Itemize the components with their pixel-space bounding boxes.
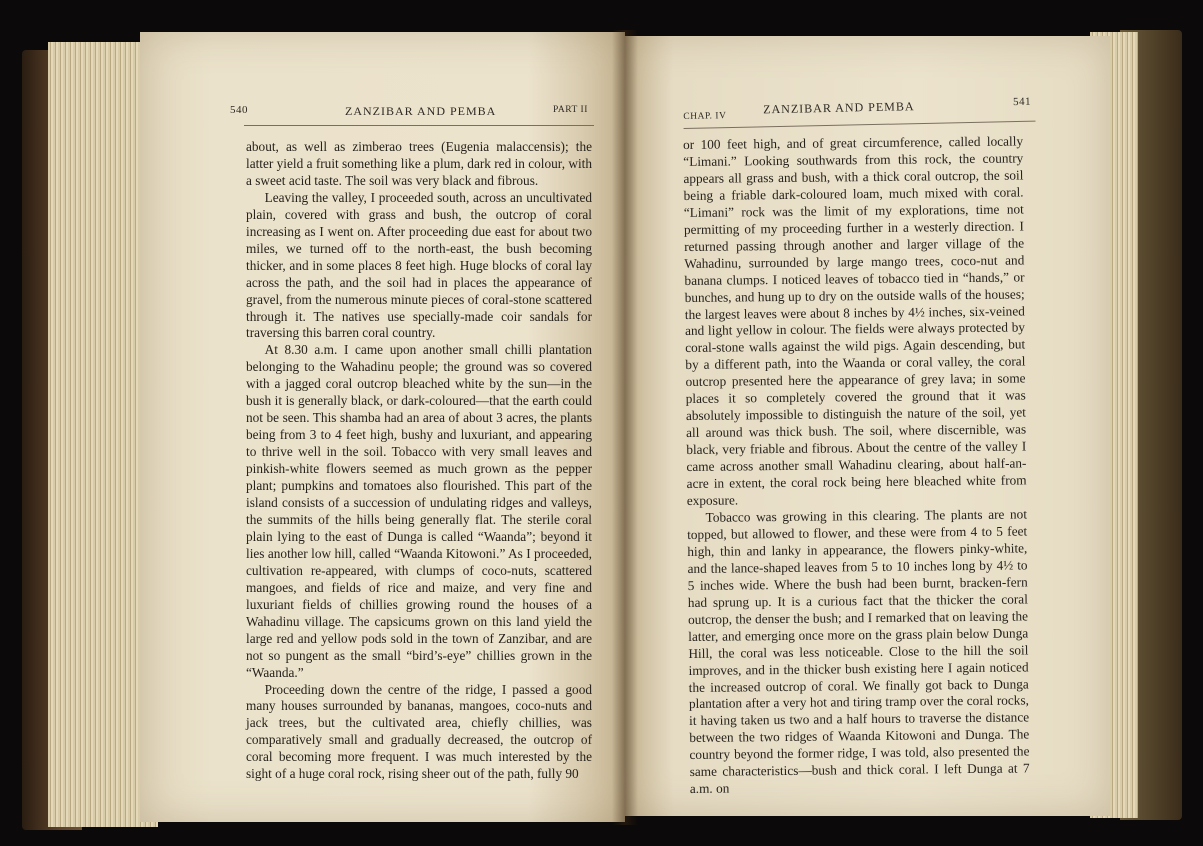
left-running-title: ZANZIBAR AND PEMBA — [345, 104, 497, 118]
left-page-number: 540 — [230, 104, 248, 116]
left-paragraph: about, as well as zimberao trees (Eugenia malaccensis); the latter yield a fruit something like a plum, dark red in colour, with a sweet acid taste. The soil was very black and fibrous. — [246, 139, 592, 188]
left-paragraph: At 8.30 a.m. I came upon another small chilli plantation belonging to the Wahadinu people; the ground was so covered with a jagged coral outcrop bleached white by the sun—in the bush it is generally black, or dark-coloured—that the earth could not be seen. This shamba had an area of about 3 acres, the plants being from 3 to 4 feet high, bushy and luxuriant, and appearing to thrive well in the soil. Tobacco with very small leaves and pinkish-white flowers seemed as much grown as the pepper plant; pumpkins and tomatoes also flourished. This part of the island consists of a succession of undulating ridges and valleys, the summits of the hills being generally flat. The sterile coral plain lying to the east of Dunga is called “Waanda”; beyond it lies another low hill, called “Waanda Kitowoni.” As I proceeded, cultivation re-appeared, with clumps of coco-nuts, scattered mangoes, and fields of rice and maize, and very fine and luxuriant fields of chillies growing round the houses of a Wahadinu village. The capsicums grown on this land yield the large red and yellow pods sold in the town of Zanzibar, and are not so pungent as the small “bird’s-eye” chillies grown in the “Waanda.” — [246, 342, 592, 680]
right-chapter-label: CHAP. IV — [683, 111, 727, 122]
right-paragraph: or 100 feet high, and of great circumference, called locally “Limani.” Looking southwards from this rock, the country appears all grass and bush, with a thick coral outcrop, the soil being a friable dark-coloured loam, much mixed with coral. “Limani” rock was the limit of my explorations, time not permitting of my proceeding further in a westerly direction. I returned passing through another and larger village of the Wahadinu, surrounded by large mango trees, coco-nut and banana clumps. I noticed leaves of tobacco tied in “hands,” or bunches, and hung up to dry on the outside walls of the houses; the largest leaves were about 8 inches by 4½ inches, six-veined and light yellow in colour. The fields were always protected by coral-stone walls against the wild pigs. Again descending, but by a different path, into the Waanda or coral valley, the coral outcrop presented here the appearance of grey lava; in some places it so completely covered the ground that it was absolutely impossible to distinguish the nature of the soil, yet all around was thick bush. The soil, where discernible, was black, very friable and fibrous. About the centre of the valley I came across another small Wahadinu clearing, about half-an-acre in extent, the coral rock being here bleached white from exposure. — [683, 133, 1027, 508]
left-header-rule — [244, 125, 594, 126]
right-body-text — [683, 133, 1030, 798]
left-paragraph: Leaving the valley, I proceeded south, across an uncultivated plain, covered with grass and bush, the outcrop of coral increasing as I went on. After proceeding due east for about two miles, we turned off to the north-east, the bush becoming thicker, and in some places 8 feet high. Huge blocks of coral lay across the path, and the soil had in places the appearance of gravel, from the numerous minute pieces of coral-stone scattered through it. The natives use specially-made coir sandals for traversing this barren coral country. — [246, 189, 592, 341]
left-body-text — [246, 139, 592, 783]
book-gutter — [612, 30, 638, 825]
right-running-title: ZANZIBAR AND PEMBA — [763, 99, 915, 117]
left-paragraph: Proceeding down the centre of the ridge, I passed a good many houses surrounded by bananas, mangoes, coco-nuts and jack trees, but the cultivated area, chiefly chillies, was comparatively small and gradually decreased, the outcrop of coral becoming more frequent. I was much interested by the sight of a huge coral rock, rising sheer out of the path, fully 90 — [246, 681, 592, 782]
right-page-number: 541 — [1012, 95, 1032, 109]
right-paragraph: Tobacco was growing in this clearing. The plants are not topped, but allowed to flower, and these were from 4 to 5 feet high, thin and lanky in appearance, the flowers pinky-white, and the lance-shaped leaves from 5 to 10 inches long by 4½ to 5 inches wide. Where the bush had been burnt, bracken-fern had sprung up. It is a curious fact that the thicker the coral outcrop, the denser the bush; and I remarked that on leaving the latter, and emerging once more on the grass plain below Dunga Hill, the coral was less noticeable. Close to the hill the soil improves, and in the thicker bush existing here I again noticed the increased outcrop of coral. We finally got back to Dunga plantation after a very hot and tiring tramp over the coral rocks, it having taken us two and a half hours to traverse the distance between the two ridges of Waanda Kitowoni and Dunga. The country beyond the former ridge, I was told, also presented the same characteristics—bush and thick coral. I left Dunga at 7 a.m. on — [687, 506, 1030, 797]
left-part-label: PART II — [553, 105, 588, 115]
